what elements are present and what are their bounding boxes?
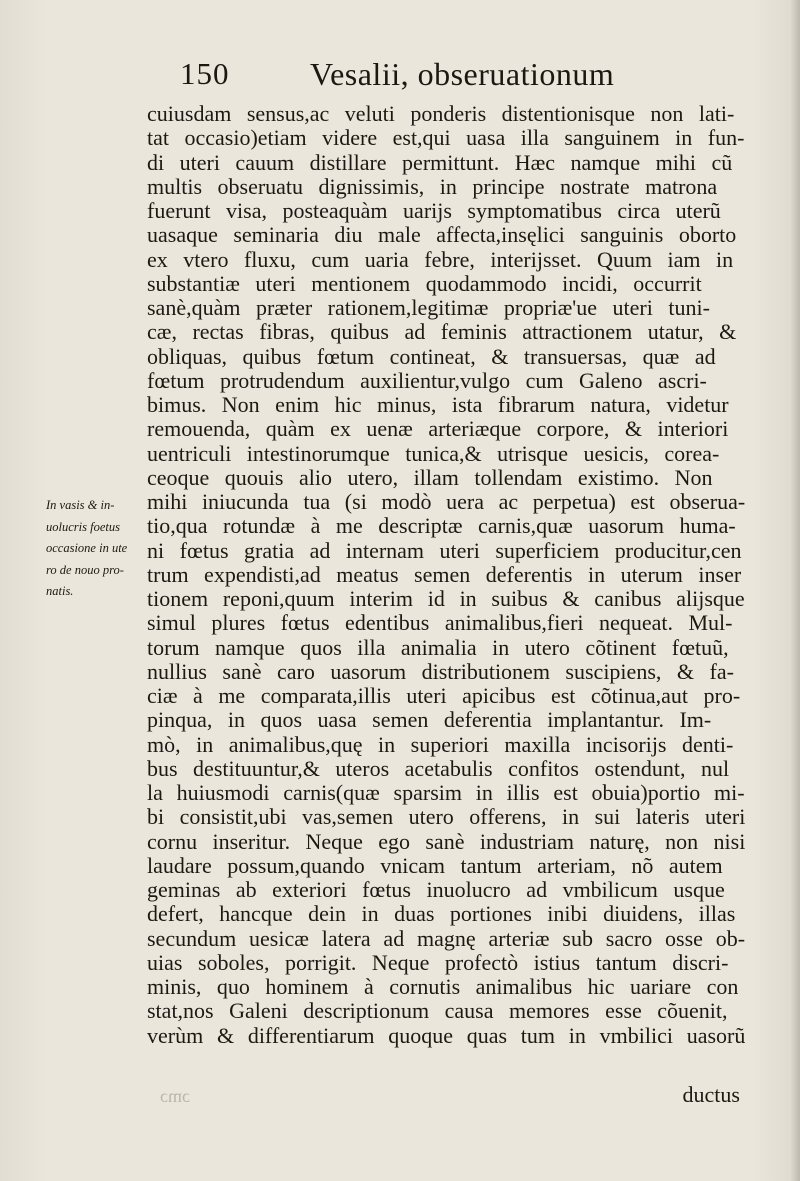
text-line: mihi iniucunda tua (si modò uera ac perpetua) est obserua- [147, 489, 746, 514]
page-number: 150 [180, 56, 230, 91]
text-line: ni fœtus gratia ad internam uteri superficiem producitur,cen [147, 537, 742, 563]
text-line: fuerunt visa, posteaquàm uarijs symptomatibus circa uterũ [147, 198, 721, 223]
text-line: cornu inseritur. Neque ego sanè industriam naturę, non nisi [147, 828, 746, 854]
marginal-note-line: ro de nouo pro- [46, 562, 124, 577]
text-line: mò, in animalibus,quę in superiori maxilla incisorijs denti- [147, 731, 734, 757]
text-line: cæ, rectas fibras, quibus ad feminis attractionem utatur, & [147, 319, 737, 345]
text-line: tat occasio)etiam videre est,qui uasa illa sanguinem in fun- [147, 125, 745, 151]
text-line: ex vtero fluxu, cum uaria febre, interijsset. Quum iam in [147, 246, 734, 272]
text-line: bimus. Non enim hic minus, ista fibrarum natura, videtur [147, 392, 729, 417]
main-text-block [147, 102, 745, 1048]
marginal-note [46, 495, 148, 603]
running-head [180, 56, 640, 96]
text-line: secundum uesicæ latera ad magnę arteriæ sub sacro osse ob- [147, 925, 746, 951]
text-line: cuiusdam sensus,ac veluti ponderis distentionisque non lati- [147, 101, 735, 126]
marginal-note-line: uolucris foetus [46, 519, 120, 534]
text-line: laudare possum,quando vnicam tantum arteriam, nõ autem [147, 852, 723, 878]
text-line: uias soboles, porrigit. Neque profectò istius tantum discri- [147, 949, 729, 975]
text-line: geminas ab exteriori fœtus inuolucro ad vmbilicum usque [147, 877, 725, 902]
text-line: fœtum protrudendum auxilientur,vulgo cum Galeno ascri- [147, 367, 707, 393]
show-through-text: ɔmɔ [160, 1086, 190, 1106]
text-line: uasaque seminaria diu male affecta,insęlici sanguinis oborto [147, 222, 737, 248]
marginal-note-line: natis. [46, 584, 74, 598]
running-title: Vesalii, obseruationum [310, 56, 615, 92]
text-line: verùm & differentiarum quoque quas tum in vmbilici uasorũ [147, 1022, 746, 1048]
text-line: stat,nos Galeni descriptionum causa memores esse cõuenit, [147, 998, 728, 1024]
text-line: bus destituuntur,& uteros acetabulis confitos ostendunt, nul [147, 755, 730, 781]
text-line: nullius sanè caro uasorum distributionem suscipiens, & fa- [147, 658, 734, 684]
text-line: defert, hancque dein in duas portiones inibi diuidens, illas [147, 901, 736, 927]
text-line: minis, quo hominem à cornutis animalibus hic uariare con [147, 974, 739, 999]
marginal-note-line: In vasis & in- [46, 498, 115, 512]
page-edge-shadow [790, 0, 800, 1181]
text-line: tio,qua rotundæ à me descriptæ carnis,quæ uasorum huma- [147, 513, 736, 539]
text-line: torum namque quos illa animalia in utero cõtinent fœtuũ, [147, 634, 729, 660]
marginal-note-line: occasione in ute [46, 541, 128, 555]
text-line: bi consistit,ubi vas,semen utero offerens, in sui lateris uteri [147, 804, 746, 830]
text-line: uentriculi intestinorumque tunica,& utrisque uesicis, corea- [147, 440, 720, 466]
text-line: substantiæ uteri mentionem quodammodo incidi, occurrit [147, 270, 702, 296]
text-line: remouenda, quàm ex uenæ arteriæque corpore, & interiori [147, 416, 729, 442]
text-line: ceoque quouis alio utero, illam tollendam existimo. Non [147, 464, 713, 490]
text-line: multis obseruatu dignissimis, in principe nostrate matrona [147, 173, 718, 199]
text-line: pinqua, in quos uasa semen deferentia implantantur. Im- [147, 707, 712, 733]
text-line: trum expendisti,ad meatus semen deferentis in uterum inser [147, 561, 742, 587]
text-line: sanè,quàm præter rationem,legitimæ propriæ'ue uteri tuni- [147, 295, 710, 320]
text-line: di uteri cauum distillare permittunt. Hæc namque mihi cũ [147, 149, 733, 175]
text-line: la huiusmodi carnis(quæ sparsim in illis est obuia)portio mi- [147, 780, 745, 805]
catchword: ductus [682, 1082, 740, 1107]
text-line: ciæ à me comparata,illis uteri apicibus est cõtinua,aut pro- [147, 683, 741, 708]
text-line: tionem reponi,quum interim id in suibus & canibus alijsque [147, 586, 745, 611]
text-line: simul plures fœtus edentibus animalibus,fieri nequeat. Mul- [147, 610, 733, 636]
text-line: obliquas, quibus fœtum contineat, & transuersas, quæ ad [147, 343, 716, 369]
